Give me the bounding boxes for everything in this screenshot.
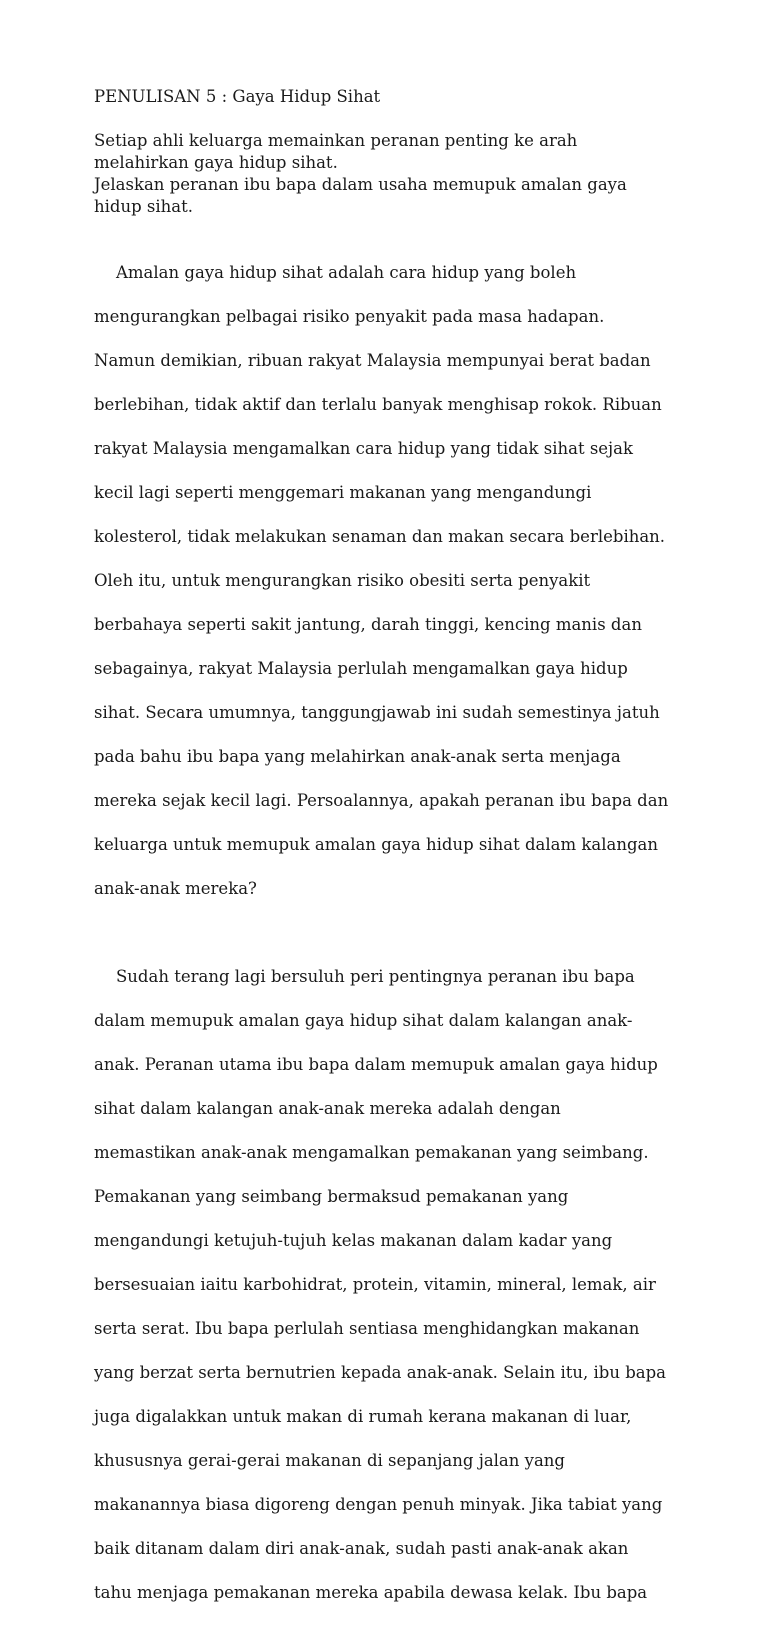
paragraph-line: keluarga untuk memupuk amalan gaya hidup sihat dalam kalangan bbox=[94, 835, 659, 854]
paragraph-line: mengandungi ketujuh-tujuh kelas makanan dalam kadar yang bbox=[94, 1231, 613, 1250]
paragraph-line: makanannya biasa digoreng dengan penuh minyak. Jika tabiat yang bbox=[94, 1495, 663, 1514]
paragraph-line: rakyat Malaysia mengamalkan cara hidup yang tidak sihat sejak bbox=[94, 439, 634, 458]
paragraph-line: Oleh itu, untuk mengurangkan risiko obesiti serta penyakit bbox=[94, 571, 591, 590]
paragraph-line: bersesuaian iaitu karbohidrat, protein, vitamin, mineral, lemak, air bbox=[94, 1275, 656, 1294]
paragraph-line: yang berzat serta bernutrien kepada anak-anak. Selain itu, ibu bapa bbox=[94, 1363, 666, 1382]
prompt-line: melahirkan gaya hidup sihat. bbox=[94, 153, 338, 172]
paragraph-line: kecil lagi seperti menggemari makanan yang mengandungi bbox=[94, 483, 592, 502]
paragraph-line: sebagainya, rakyat Malaysia perlulah mengamalkan gaya hidup bbox=[94, 659, 628, 678]
paragraph-line: Namun demikian, ribuan rakyat Malaysia mempunyai berat badan bbox=[94, 351, 651, 370]
paragraph-line: berlebihan, tidak aktif dan terlalu banyak menghisap rokok. Ribuan bbox=[94, 395, 662, 414]
paragraph-line: Amalan gaya hidup sihat adalah cara hidup yang boleh bbox=[116, 263, 577, 282]
prompt-line: Jelaskan peranan ibu bapa dalam usaha memupuk amalan gaya bbox=[94, 175, 627, 194]
paragraph-line: pada bahu ibu bapa yang melahirkan anak-anak serta menjaga bbox=[94, 747, 621, 766]
paragraph-line: dalam memupuk amalan gaya hidup sihat dalam kalangan anak- bbox=[94, 1011, 633, 1030]
prompt-line: Setiap ahli keluarga memainkan peranan penting ke arah bbox=[94, 131, 578, 150]
paragraph-body-1 bbox=[94, 944, 694, 1626]
paragraph-line: mengurangkan pelbagai risiko penyakit pada masa hadapan. bbox=[94, 307, 605, 326]
document-title: PENULISAN 5 : Gaya Hidup Sihat bbox=[94, 87, 381, 106]
paragraph-line: sihat dalam kalangan anak-anak mereka adalah dengan bbox=[94, 1099, 561, 1118]
paragraph-line: khususnya gerai-gerai makanan di sepanjang jalan yang bbox=[94, 1451, 565, 1470]
paragraph-line: mereka sejak kecil lagi. Persoalannya, apakah peranan ibu bapa dan bbox=[94, 791, 669, 810]
paragraph-line: berbahaya seperti sakit jantung, darah tinggi, kencing manis dan bbox=[94, 615, 642, 634]
paragraph-line: baik ditanam dalam diri anak-anak, sudah pasti anak-anak akan bbox=[94, 1539, 629, 1558]
document-page bbox=[94, 86, 694, 1626]
essay-prompt bbox=[94, 130, 694, 218]
paragraph-line: anak-anak mereka? bbox=[94, 879, 257, 898]
paragraph-line: sihat. Secara umumnya, tanggungjawab ini sudah semestinya jatuh bbox=[94, 703, 660, 722]
paragraph-introduction bbox=[94, 240, 694, 922]
paragraph-line: tahu menjaga pemakanan mereka apabila dewasa kelak. Ibu bapa bbox=[94, 1583, 648, 1602]
paragraph-line: anak. Peranan utama ibu bapa dalam memupuk amalan gaya hidup bbox=[94, 1055, 658, 1074]
prompt-line: hidup sihat. bbox=[94, 197, 193, 216]
paragraph-line: Pemakanan yang seimbang bermaksud pemakanan yang bbox=[94, 1187, 569, 1206]
paragraph-line: serta serat. Ibu bapa perlulah sentiasa menghidangkan makanan bbox=[94, 1319, 640, 1338]
paragraph-line: Sudah terang lagi bersuluh peri pentingnya peranan ibu bapa bbox=[116, 967, 635, 986]
paragraph-line: memastikan anak-anak mengamalkan pemakanan yang seimbang. bbox=[94, 1143, 649, 1162]
paragraph-line: juga digalakkan untuk makan di rumah kerana makanan di luar, bbox=[94, 1407, 632, 1426]
paragraph-line: kolesterol, tidak melakukan senaman dan makan secara berlebihan. bbox=[94, 527, 666, 546]
